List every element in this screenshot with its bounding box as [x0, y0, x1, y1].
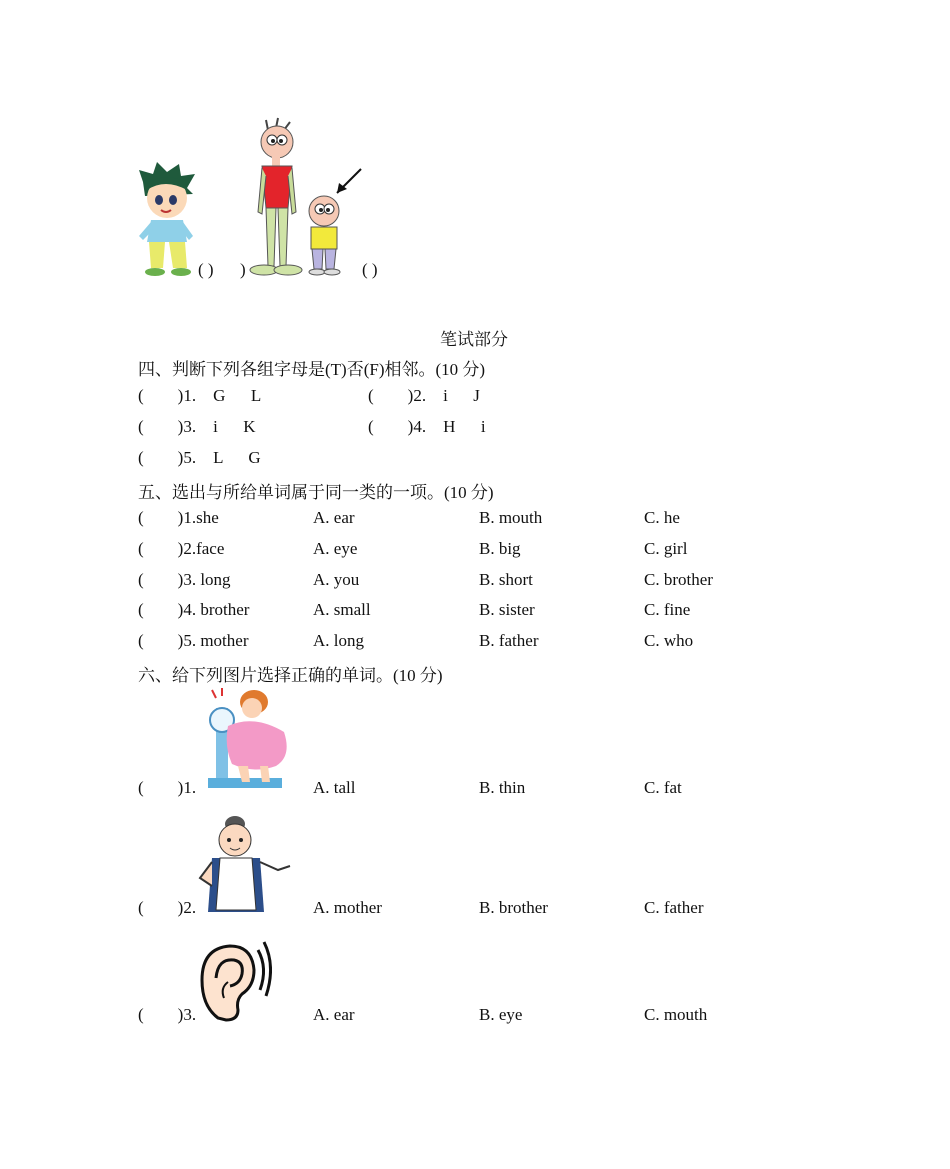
section5-option-c[interactable]: C. girl	[644, 539, 688, 558]
section6-stem[interactable]: ( )1.	[138, 778, 197, 797]
boy-illustration	[135, 160, 201, 278]
section5-option-c[interactable]: C. he	[644, 508, 680, 527]
section5-option-c[interactable]: C. brother	[644, 570, 713, 589]
section5-option-c[interactable]: C. fine	[644, 600, 691, 619]
section6-title: 六、给下列图片选择正确的单词。(10 分)	[138, 666, 443, 685]
section6-option-c[interactable]: C. fat	[644, 778, 682, 797]
section5-option-a[interactable]: A. ear	[313, 508, 355, 527]
grandmother-apron-icon	[198, 814, 294, 916]
section5-option-b[interactable]: B. big	[479, 539, 521, 558]
written-section-heading: 笔试部分	[440, 330, 508, 349]
section5-option-a[interactable]: A. eye	[313, 539, 358, 558]
ear-icon	[198, 940, 272, 1022]
section4-title: 四、判断下列各组字母是(T)否(F)相邻。(10 分)	[138, 360, 486, 379]
section4-item[interactable]: ( )4. H i	[368, 417, 486, 436]
section5-title: 五、选出与所给单词属于同一类的一项。(10 分)	[138, 483, 494, 502]
section5-option-c[interactable]: C. who	[644, 631, 694, 650]
section6-stem[interactable]: ( )3.	[138, 1005, 197, 1024]
section5-stem[interactable]: ( )2.face	[138, 539, 225, 558]
section6-option-a[interactable]: A. tall	[313, 778, 356, 797]
section5-option-b[interactable]: B. mouth	[479, 508, 543, 527]
section6-option-c[interactable]: C. mouth	[644, 1005, 708, 1024]
section5-stem[interactable]: ( )3. long	[138, 570, 231, 589]
section5-stem[interactable]: ( )4. brother	[138, 600, 250, 619]
short-man-illustration	[303, 165, 369, 277]
section6-stem[interactable]: ( )2.	[138, 898, 197, 917]
section4-item[interactable]: ( )5. L G	[138, 448, 261, 467]
section6-option-c[interactable]: C. father	[644, 898, 704, 917]
tall-man-illustration	[244, 116, 304, 278]
section5-option-b[interactable]: B. short	[479, 570, 533, 589]
section5-option-b[interactable]: B. father	[479, 631, 539, 650]
section5-option-b[interactable]: B. sister	[479, 600, 535, 619]
section6-option-a[interactable]: A. ear	[313, 1005, 355, 1024]
section4-item[interactable]: ( )3. i K	[138, 417, 256, 436]
section6-option-a[interactable]: A. mother	[313, 898, 382, 917]
section5-stem[interactable]: ( )5. mother	[138, 631, 249, 650]
answer-paren-2[interactable]: ( )	[362, 260, 378, 279]
section5-option-a[interactable]: A. long	[313, 631, 364, 650]
section5-option-a[interactable]: A. small	[313, 600, 371, 619]
section4-item[interactable]: ( )1. G L	[138, 386, 262, 405]
answer-paren-1[interactable]: ( )	[198, 260, 214, 279]
section5-option-a[interactable]: A. you	[313, 570, 360, 589]
section6-option-b[interactable]: B. eye	[479, 1005, 523, 1024]
section4-item[interactable]: ( )2. i J	[368, 386, 480, 405]
section5-stem[interactable]: ( )1.she	[138, 508, 219, 527]
section6-option-b[interactable]: B. brother	[479, 898, 548, 917]
answer-paren-close-1: )	[240, 260, 246, 279]
section6-option-b[interactable]: B. thin	[479, 778, 526, 797]
fat-woman-on-scale-icon	[198, 686, 296, 790]
